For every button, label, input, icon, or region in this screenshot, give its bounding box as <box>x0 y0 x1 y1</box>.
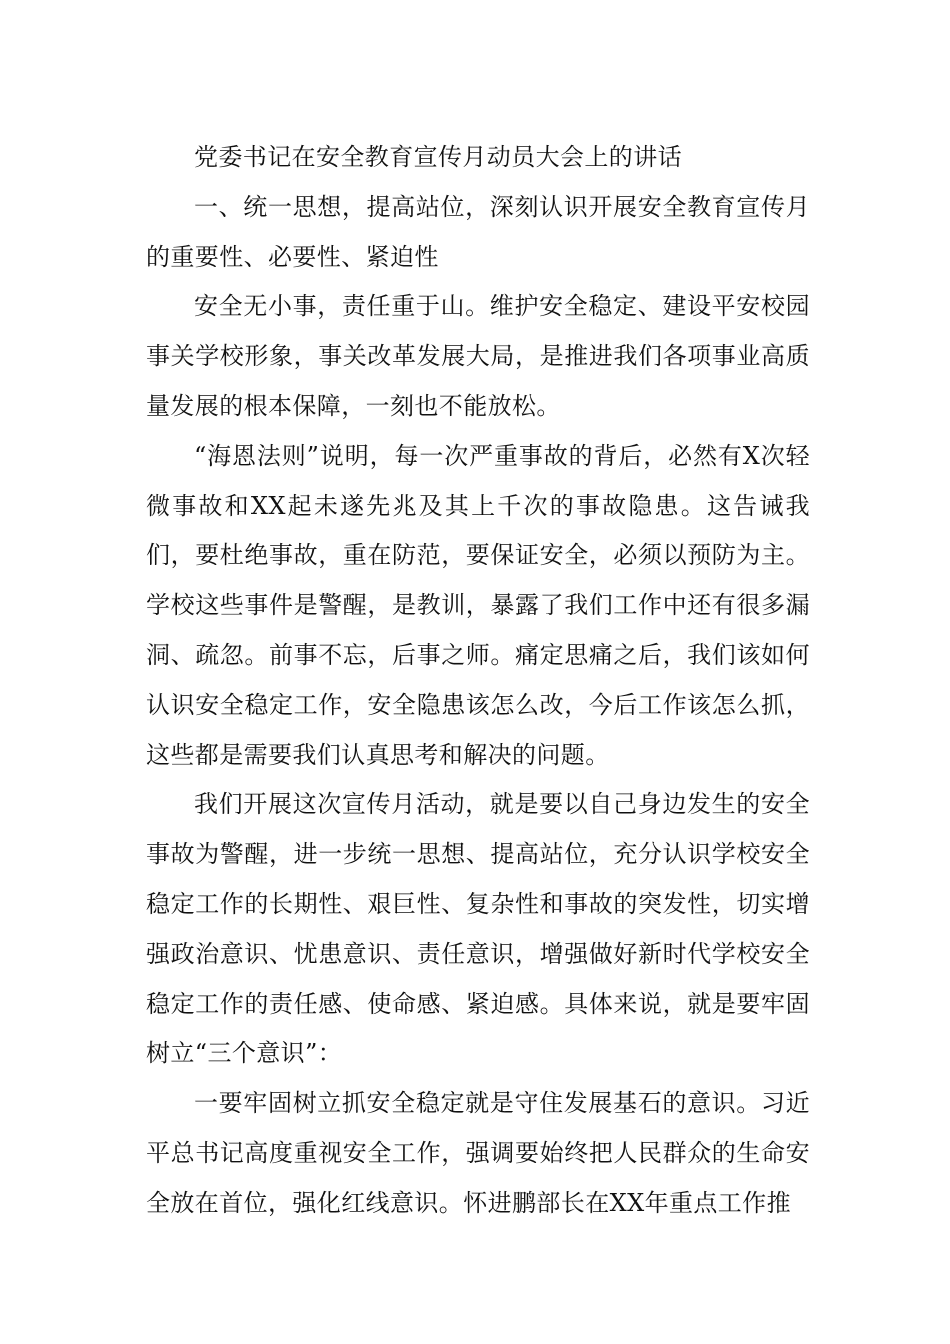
document-title: 党委书记在安全教育宣传月动员大会上的讲话 <box>194 143 682 171</box>
section-heading-1: 一、统一思想，提高站位，深刻认识开展安全教育宣传月的重要性、必要性、紧迫性 <box>146 192 810 271</box>
paragraph-safety-importance: 安全无小事，责任重于山。维护安全稳定、建设平安校园事关学校形象，事关改革发展大局，是推进我们各项事业高质量发展的根本保障，一刻也不能放松。 <box>146 292 810 420</box>
paragraph-campaign-purpose: 我们开展这次宣传月活动，就是要以自己身边发生的安全事故为警醒，进一步统一思想、提高站位，充分认识学校安全稳定工作的长期性、艰巨性、复杂性和事故的突发性，切实增强政治意识、忧患意识、责任意识，增强做好新时代学校安全稳定工作的责任感、使命感、紧迫感。具体来说，就是要牢固树立“三个意识”： <box>146 790 810 1068</box>
paragraph-heinrich-law: “海恩法则”说明，每一次严重事故的背后，必然有X次轻微事故和XX起未遂先兆及其上千次的事故隐患。这告诫我们，要杜绝事故，重在防范，要保证安全，必须以预防为主。学校这些事件是警醒，是教训，暴露了我们工作中还有很多漏洞、疏忽。前事不忘，后事之师。痛定思痛之后，我们该如何认识安全稳定工作，安全隐患该怎么改，今后工作该怎么抓，这些都是需要我们认真思考和解决的问题。 <box>146 441 810 769</box>
document-body <box>146 133 810 1229</box>
paragraph-first-awareness: 一要牢固树立抓安全稳定就是守住发展基石的意识。习近平总书记高度重视安全工作，强调要始终把人民群众的生命安全放在首位，强化红线意识。怀进鹏部长在XX年重点工作推 <box>146 1089 810 1217</box>
